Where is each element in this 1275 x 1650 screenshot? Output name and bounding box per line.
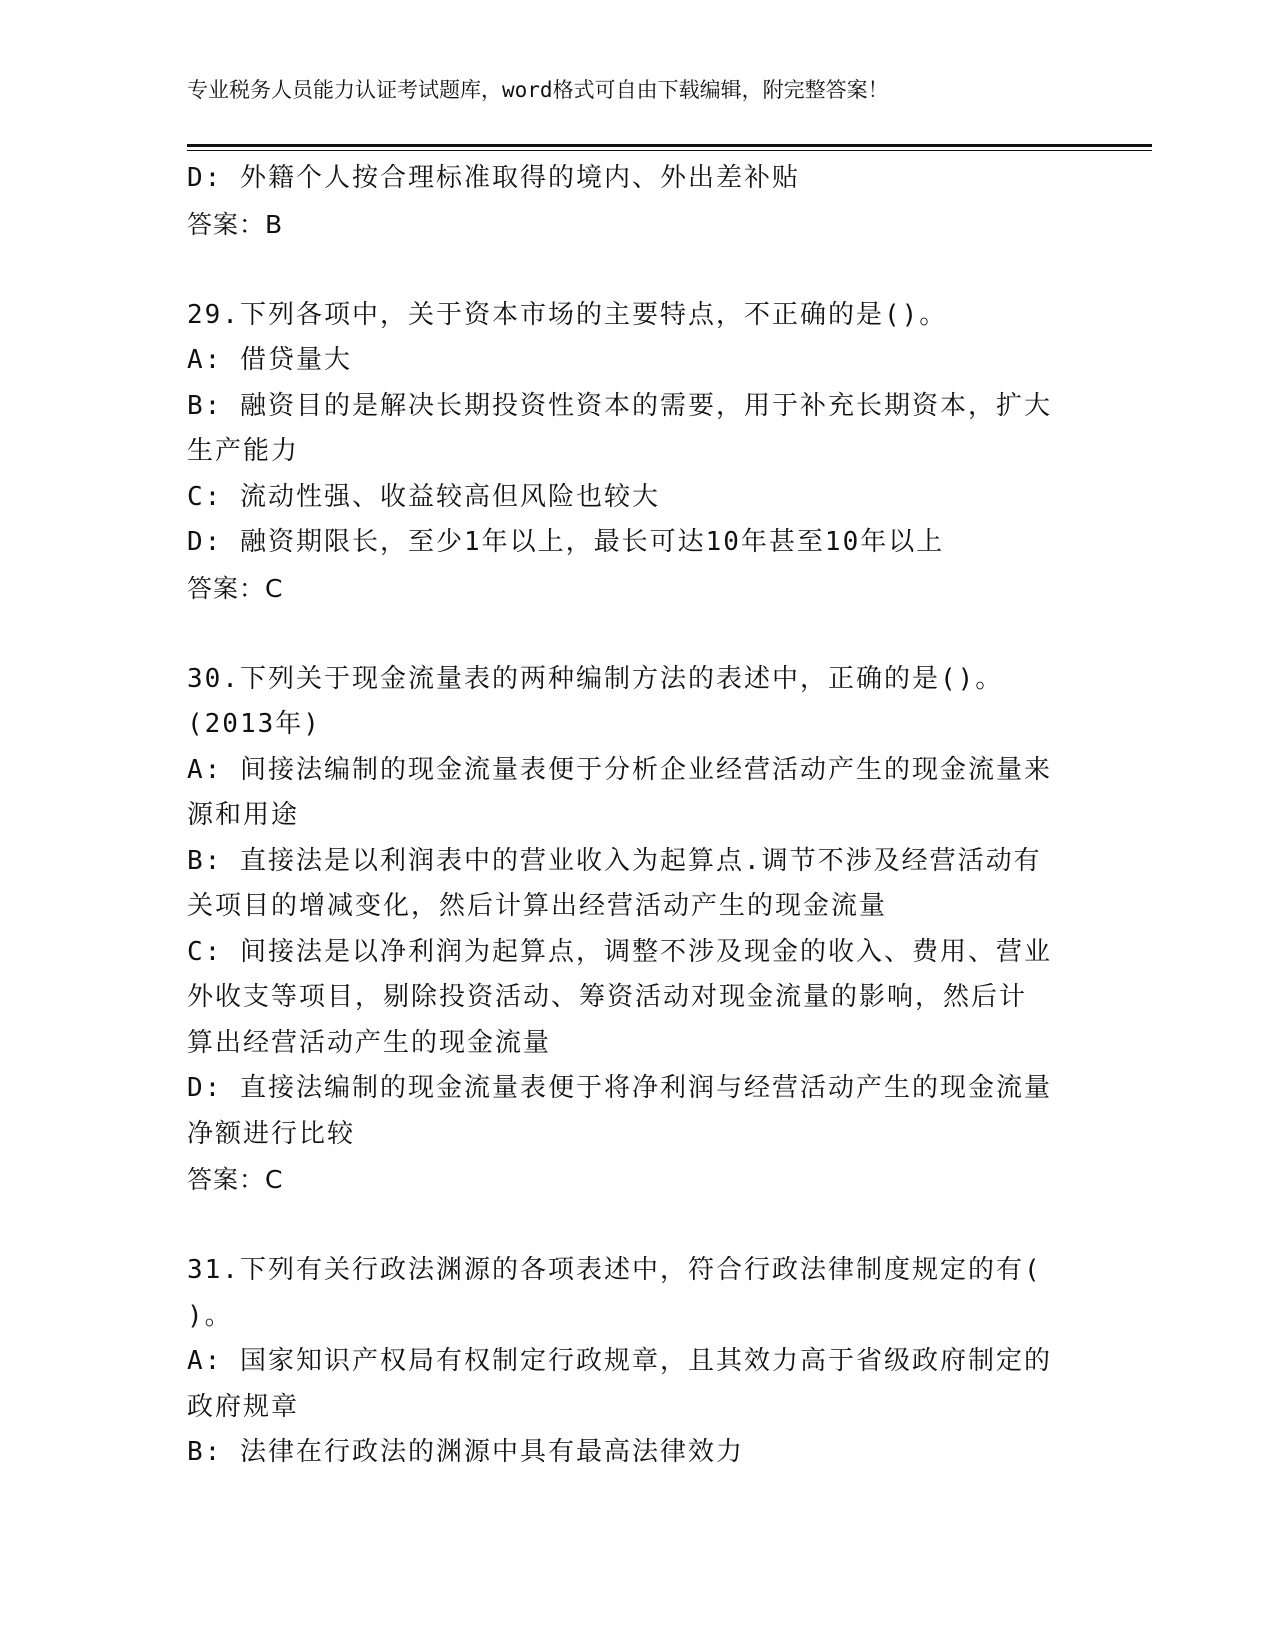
q30-stem-cont: (2013年) bbox=[187, 709, 321, 739]
q30-option-b: B: 直接法是以利润表中的营业收入为起算点.调节不涉及经营活动有 bbox=[187, 845, 1042, 876]
spacer bbox=[187, 247, 1087, 293]
q30-option-a-cont: 源和用途 bbox=[187, 800, 300, 830]
q30-option-b-cont: 关项目的增减变化，然后计算出经营活动产生的现金流量 bbox=[187, 891, 888, 921]
q31-option-b: B: 法律在行政法的渊源中具有最高法律效力 bbox=[187, 1437, 744, 1467]
q29-answer: 答案：C bbox=[187, 573, 284, 603]
q30-option-c-cont: 外收支等项目，剔除投资活动、筹资活动对现金流量的影响，然后计 bbox=[187, 982, 1028, 1012]
q31-option-a: A: 国家知识产权局有权制定行政规章，且其效力高于省级政府制定的 bbox=[187, 1346, 1052, 1376]
spacer bbox=[187, 1203, 1087, 1249]
q30-option-d: D: 直接法编制的现金流量表便于将净利润与经营活动产生的现金流量 bbox=[187, 1073, 1052, 1103]
q30-option-c-cont2: 算出经营活动产生的现金流量 bbox=[187, 1027, 552, 1058]
q30-option-a: A: 间接法编制的现金流量表便于分析企业经营活动产生的现金流量来 bbox=[187, 754, 1052, 785]
q31-stem: 31.下列有关行政法渊源的各项表述中，符合行政法律制度规定的有( bbox=[187, 1255, 1042, 1285]
q29-option-c: C: 流动性强、收益较高但风险也较大 bbox=[187, 481, 660, 512]
q30-option-d-cont: 净额进行比较 bbox=[187, 1118, 356, 1149]
q29-option-b: B: 融资目的是解决长期投资性资本的需要，用于补充长期资本，扩大 bbox=[187, 390, 1052, 421]
page-header: 专业税务人员能力认证考试题库，word格式可自由下载编辑，附完整答案！ bbox=[187, 78, 889, 102]
q29-option-a: A: 借贷量大 bbox=[187, 345, 352, 375]
header-rule-thin bbox=[187, 150, 1152, 151]
q30-option-c: C: 间接法是以净利润为起算点，调整不涉及现金的收入、费用、营业 bbox=[187, 936, 1052, 967]
q30-answer: 答案：C bbox=[187, 1165, 284, 1194]
q29-option-b-cont: 生产能力 bbox=[187, 436, 300, 466]
q29-stem: 29.下列各项中，关于资本市场的主要特点，不正确的是()。 bbox=[187, 299, 948, 330]
prev-answer: 答案：B bbox=[187, 209, 284, 239]
document-body bbox=[187, 156, 1087, 1476]
prev-option-d: D: 外籍个人按合理标准取得的境内、外出差补贴 bbox=[187, 163, 800, 193]
q30-stem: 30.下列关于现金流量表的两种编制方法的表述中，正确的是()。 bbox=[187, 663, 1004, 694]
q29-option-d: D: 融资期限长，至少1年以上，最长可达10年甚至10年以上 bbox=[187, 527, 945, 557]
q31-stem-cont: )。 bbox=[187, 1300, 233, 1331]
q31-option-a-cont: 政府规章 bbox=[187, 1391, 300, 1422]
header-rule-thick bbox=[187, 144, 1152, 147]
spacer bbox=[187, 611, 1087, 657]
